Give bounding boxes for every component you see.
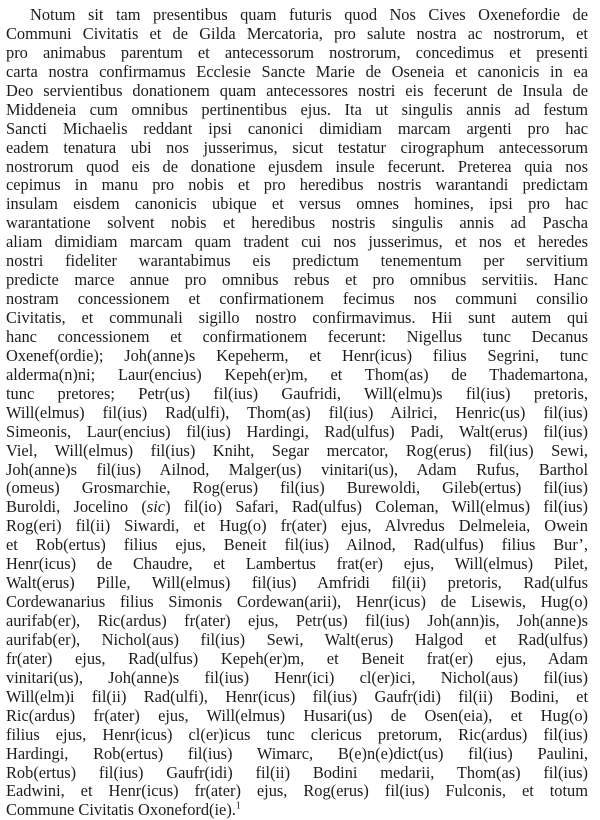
text-line: pro animabus parentum et antecessorum nostrorum, concedimus et presenti	[6, 43, 588, 62]
text-line: Notum sit tam presentibus quam futuris quod Nos Cives Oxenefordie de	[30, 6, 588, 24]
text-line: Buroldi, Jocelino (sic) fil(io) Safari, Rad(ulfus) Coleman, Will(elmus) fil(ius)	[6, 498, 588, 517]
text-line: et Rob(ertus) filius ejus, Beneit fil(ius) Ailnod, Rad(ulfus) filius Bur’,	[6, 536, 588, 555]
text-line: insulam eisdem canonicis ubique et versus omnes homines, ipsi pro hac	[6, 195, 588, 214]
last-line-text: Commune Civitatis Oxoneford(ie).	[6, 801, 236, 820]
text-line: Communi Civitatis et de Gilda Mercatoria, pro salute nostra ac nostrorum, et	[6, 24, 588, 43]
text-line: aurifab(er), Ric(ardus) fr(ater) ejus, Petr(us) fil(ius) Joh(ann)is, Joh(anne)s	[6, 612, 588, 630]
text-line: Will(elmus) fil(ius) Rad(ulfi), Thom(as) fil(ius) Ailrici, Henric(us) fil(ius)	[6, 403, 588, 422]
text-line: Henr(icus) de Chaudre, et Lambertus frat(er) ejus, Will(elmus) Pilet,	[6, 555, 588, 574]
text-line: aliam dimidiam marcam quam tradent cui nos jusserimus, et nos et heredes	[6, 233, 588, 252]
text-line: Eadwini, et Henr(icus) fr(ater) ejus, Rog(erus) fil(ius) Fulconis, et totum	[6, 782, 588, 801]
sic-mark: sic	[146, 498, 166, 517]
text-line: nostram concessionem et confirmationem fecimus nos communi consilio	[6, 290, 588, 309]
text-line: nostri fideliter warantabimus eis predictum tenementum per servitium	[6, 252, 588, 271]
text-line: warantatione solvent nobis et heredibus nostris singulis annis ad Pascha	[6, 214, 588, 233]
text-line: predicte marce annue pro omnibus rebus et pro omnibus servitiis. Hanc	[6, 271, 588, 290]
text-line: Sancti Michaelis reddant ipsi canonici dimidiam marcam argenti pro hac	[6, 119, 588, 138]
text-line: fr(ater) ejus, Rad(ulfus) Kepeh(er)m, et Beneit frat(er) ejus, Adam	[6, 649, 588, 668]
text-line: vinitari(us), Joh(anne)s fil(ius) Henr(ici) cl(er)ici, Nichol(aus) fil(ius)	[6, 668, 588, 687]
text-line: aurifab(er), Nichol(aus) fil(ius) Sewi, Walt(erus) Halgod et Rad(ulfus)	[6, 630, 588, 649]
text-line: Ric(ardus) fr(ater) ejus, Will(elmus) Husari(us) de Osen(eia), et Hug(o)	[6, 706, 588, 725]
text-line: hanc concessionem et confirmationem fecerunt: Nigellus tunc Decanus	[6, 327, 588, 346]
footnote-marker: 1	[235, 801, 241, 812]
text-line: Cordewanarius filius Simonis Cordewan(arii), Henr(icus) de Lisewis, Hug(o)	[6, 593, 588, 612]
text-line: Middeneia cum omnibus pertinentibus ejus. Ita ut singulis annis ad festum	[6, 100, 588, 119]
text-line-last	[6, 801, 588, 820]
text-line: eadem tenatura ubi nos jusserimus, sicut testatur cirographum antecessorum	[6, 138, 588, 157]
text-line: Viel, Will(elmus) fil(ius) Kniht, Segar mercator, Rog(erus) fil(ius) Sewi,	[6, 441, 588, 460]
text-line: Walt(erus) Pille, Will(elmus) fil(ius) Amfridi fil(ii) pretoris, Rad(ulfus	[6, 574, 588, 593]
text-line: Rog(eri) fil(ii) Siwardi, et Hug(o) fr(ater) ejus, Alvredus Delmeleia, Owein	[6, 517, 588, 536]
text-line: Deo servientibus donationem quam antecessores nostri eis fecerunt de Insula de	[6, 81, 588, 100]
text-line: Rob(ertus) fil(ius) Gaufr(idi) fil(ii) Bodini medarii, Thom(as) fil(ius)	[6, 763, 588, 782]
charter-text	[6, 6, 588, 820]
text-line: Will(elm)i fil(ii) Rad(ulfi), Henr(icus) fil(ius) Gaufr(idi) fil(ii) Bodini, et	[6, 687, 588, 706]
text-line: alderma(n)ni; Laur(encius) Kepeh(er)m, et Thom(as) de Thademartona,	[6, 365, 588, 384]
text-line: Oxenef(ordie); Joh(anne)s Kepeherm, et Henr(icus) filius Segrini, tunc	[6, 346, 588, 365]
text-line: cepimus in manu pro nobis et pro heredibus nostris warantandi predictam	[6, 176, 588, 195]
text-line: filius ejus, Henr(icus) cl(er)icus tunc clericus pretorum, Ric(ardus) fil(ius)	[6, 725, 588, 744]
text-line: (omeus) Grosmarchie, Rog(erus) fil(ius) Burewoldi, Gileb(ertus) fil(ius)	[6, 479, 588, 498]
text-line: Hardingi, Rob(ertus) fil(ius) Wimarc, B(e)n(e)dict(us) fil(ius) Paulini,	[6, 744, 588, 763]
text-line: carta nostra confirmamus Ecclesie Sancte Marie de Oseneia et canonicis in ea	[6, 62, 588, 81]
text-line: Joh(anne)s fil(ius) Ailnod, Malger(us) vinitari(us), Adam Rufus, Barthol	[6, 460, 588, 479]
text-line: Simeonis, Laur(encius) fil(ius) Hardingi, Rad(ulfus) Padi, Walt(erus) fil(ius)	[6, 422, 588, 441]
text-line: tunc pretores; Petr(us) fil(ius) Gaufridi, Will(elmu)s fil(ius) pretoris,	[6, 384, 588, 403]
text-line: nostrorum quod eis de donatione ejusdem insule fecerunt. Preterea quia nos	[6, 157, 588, 176]
text-line: Civitatis, et communali sigillo nostro confirmavimus. Hii sunt autem qui	[6, 309, 588, 327]
